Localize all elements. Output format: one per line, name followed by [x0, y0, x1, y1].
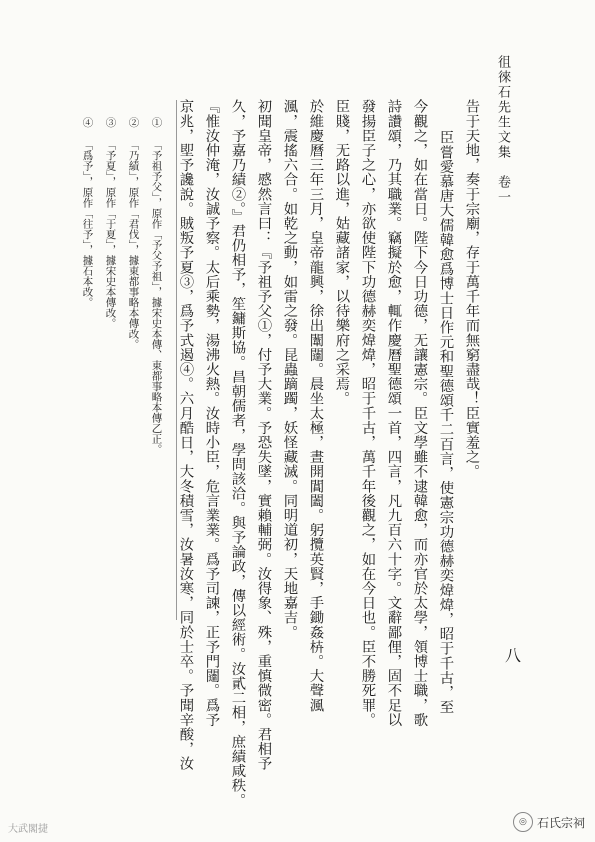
- watermark-left: 大武閣捷: [8, 824, 48, 835]
- page-number: 八: [505, 646, 522, 665]
- text-column: 發揚臣子之心，亦欲使陛下功德赫奕煒煒，昭于千古，萬千年後觀之，如在今日也。臣不勝死罪。: [359, 99, 376, 727]
- text-column: 詩讚頌，乃其職業。竊擬於愈，輒作慶曆聖德頌一首，四言，凡九百六十字。文辭鄙俚，固不足以: [385, 99, 402, 727]
- text-column: 久，予嘉乃績②。』君仍相予，笙鏞斯協。昌朝儒者，學問該洽。與予論政，傳以經術。汝貳二相，庶績咸秩。: [229, 99, 246, 808]
- book-title: 徂徠石先生文集 卷一: [495, 55, 510, 205]
- wechat-icon: ◎: [513, 812, 533, 832]
- watermark-right: [513, 812, 585, 832]
- text-column: 於維慶曆三年三月，皇帝龍興，徐出闈闥。晨坐太極，晝開閶闔。躬攬英賢，手鋤姦枿。大聲渢: [307, 99, 324, 713]
- text-column: 告于天地，奏于宗廟，存于萬千年而無窮盡哉！臣實羞之。: [463, 99, 480, 479]
- footnote: ② 「乃績」，原作「君伐」，據東都事略本傳改。: [127, 117, 140, 350]
- text-column: 京兆，堲予讒說。賊叛予夏③，爲予式遏④。六月酷日，大冬積雪，汝暑汝寒，同於士卒。予聞辛酸，汝: [177, 99, 194, 771]
- notes-divider: [176, 100, 177, 620]
- text-column: 臣賤，无路以進，姑藏諸家，以待樂府之采焉。: [333, 99, 350, 406]
- text-column: 臣嘗愛慕唐大儒韓愈爲博士日作元和聖德頌千二百言，使憲宗功德赫奕煒煒，昭于千古，至: [437, 130, 454, 714]
- footnote: ③ 「予夏」，原作「于夏」，據宋史本傳改。: [104, 117, 117, 329]
- footnote: ④ 「爲予」，原作「往予」，據石本改。: [81, 117, 94, 308]
- text-column: 今觀之，如在當日。陛下今日功德，无讓憲宗。臣文學雖不逮韓愈，而亦官於太學，領博士職，歌: [411, 99, 428, 727]
- footnote: ① 「予祖予父」，原作「予父予祖」，據宋史本傳、東都事略本傳乙正。: [150, 117, 163, 455]
- text-column: 渢，震搖六合。如乾之動，如雷之發。昆蟲蹢躅，妖怪藏滅。同明道初，天地嘉吉。: [281, 99, 298, 640]
- watermark-right-label: 石氏宗祠: [536, 815, 585, 830]
- text-column: 初聞皇帝，慼然言曰：『予祖予父①，付予大業。予恐失墜，實賴輔弼。汝得象、殊，重慎微密。君相予: [255, 99, 272, 771]
- text-column: 『惟汝仲淹，汝誠予察。太后乘勢，湯沸火熱。汝時小臣，危言業業。爲予司諫，正予門闥。爲予: [203, 99, 220, 727]
